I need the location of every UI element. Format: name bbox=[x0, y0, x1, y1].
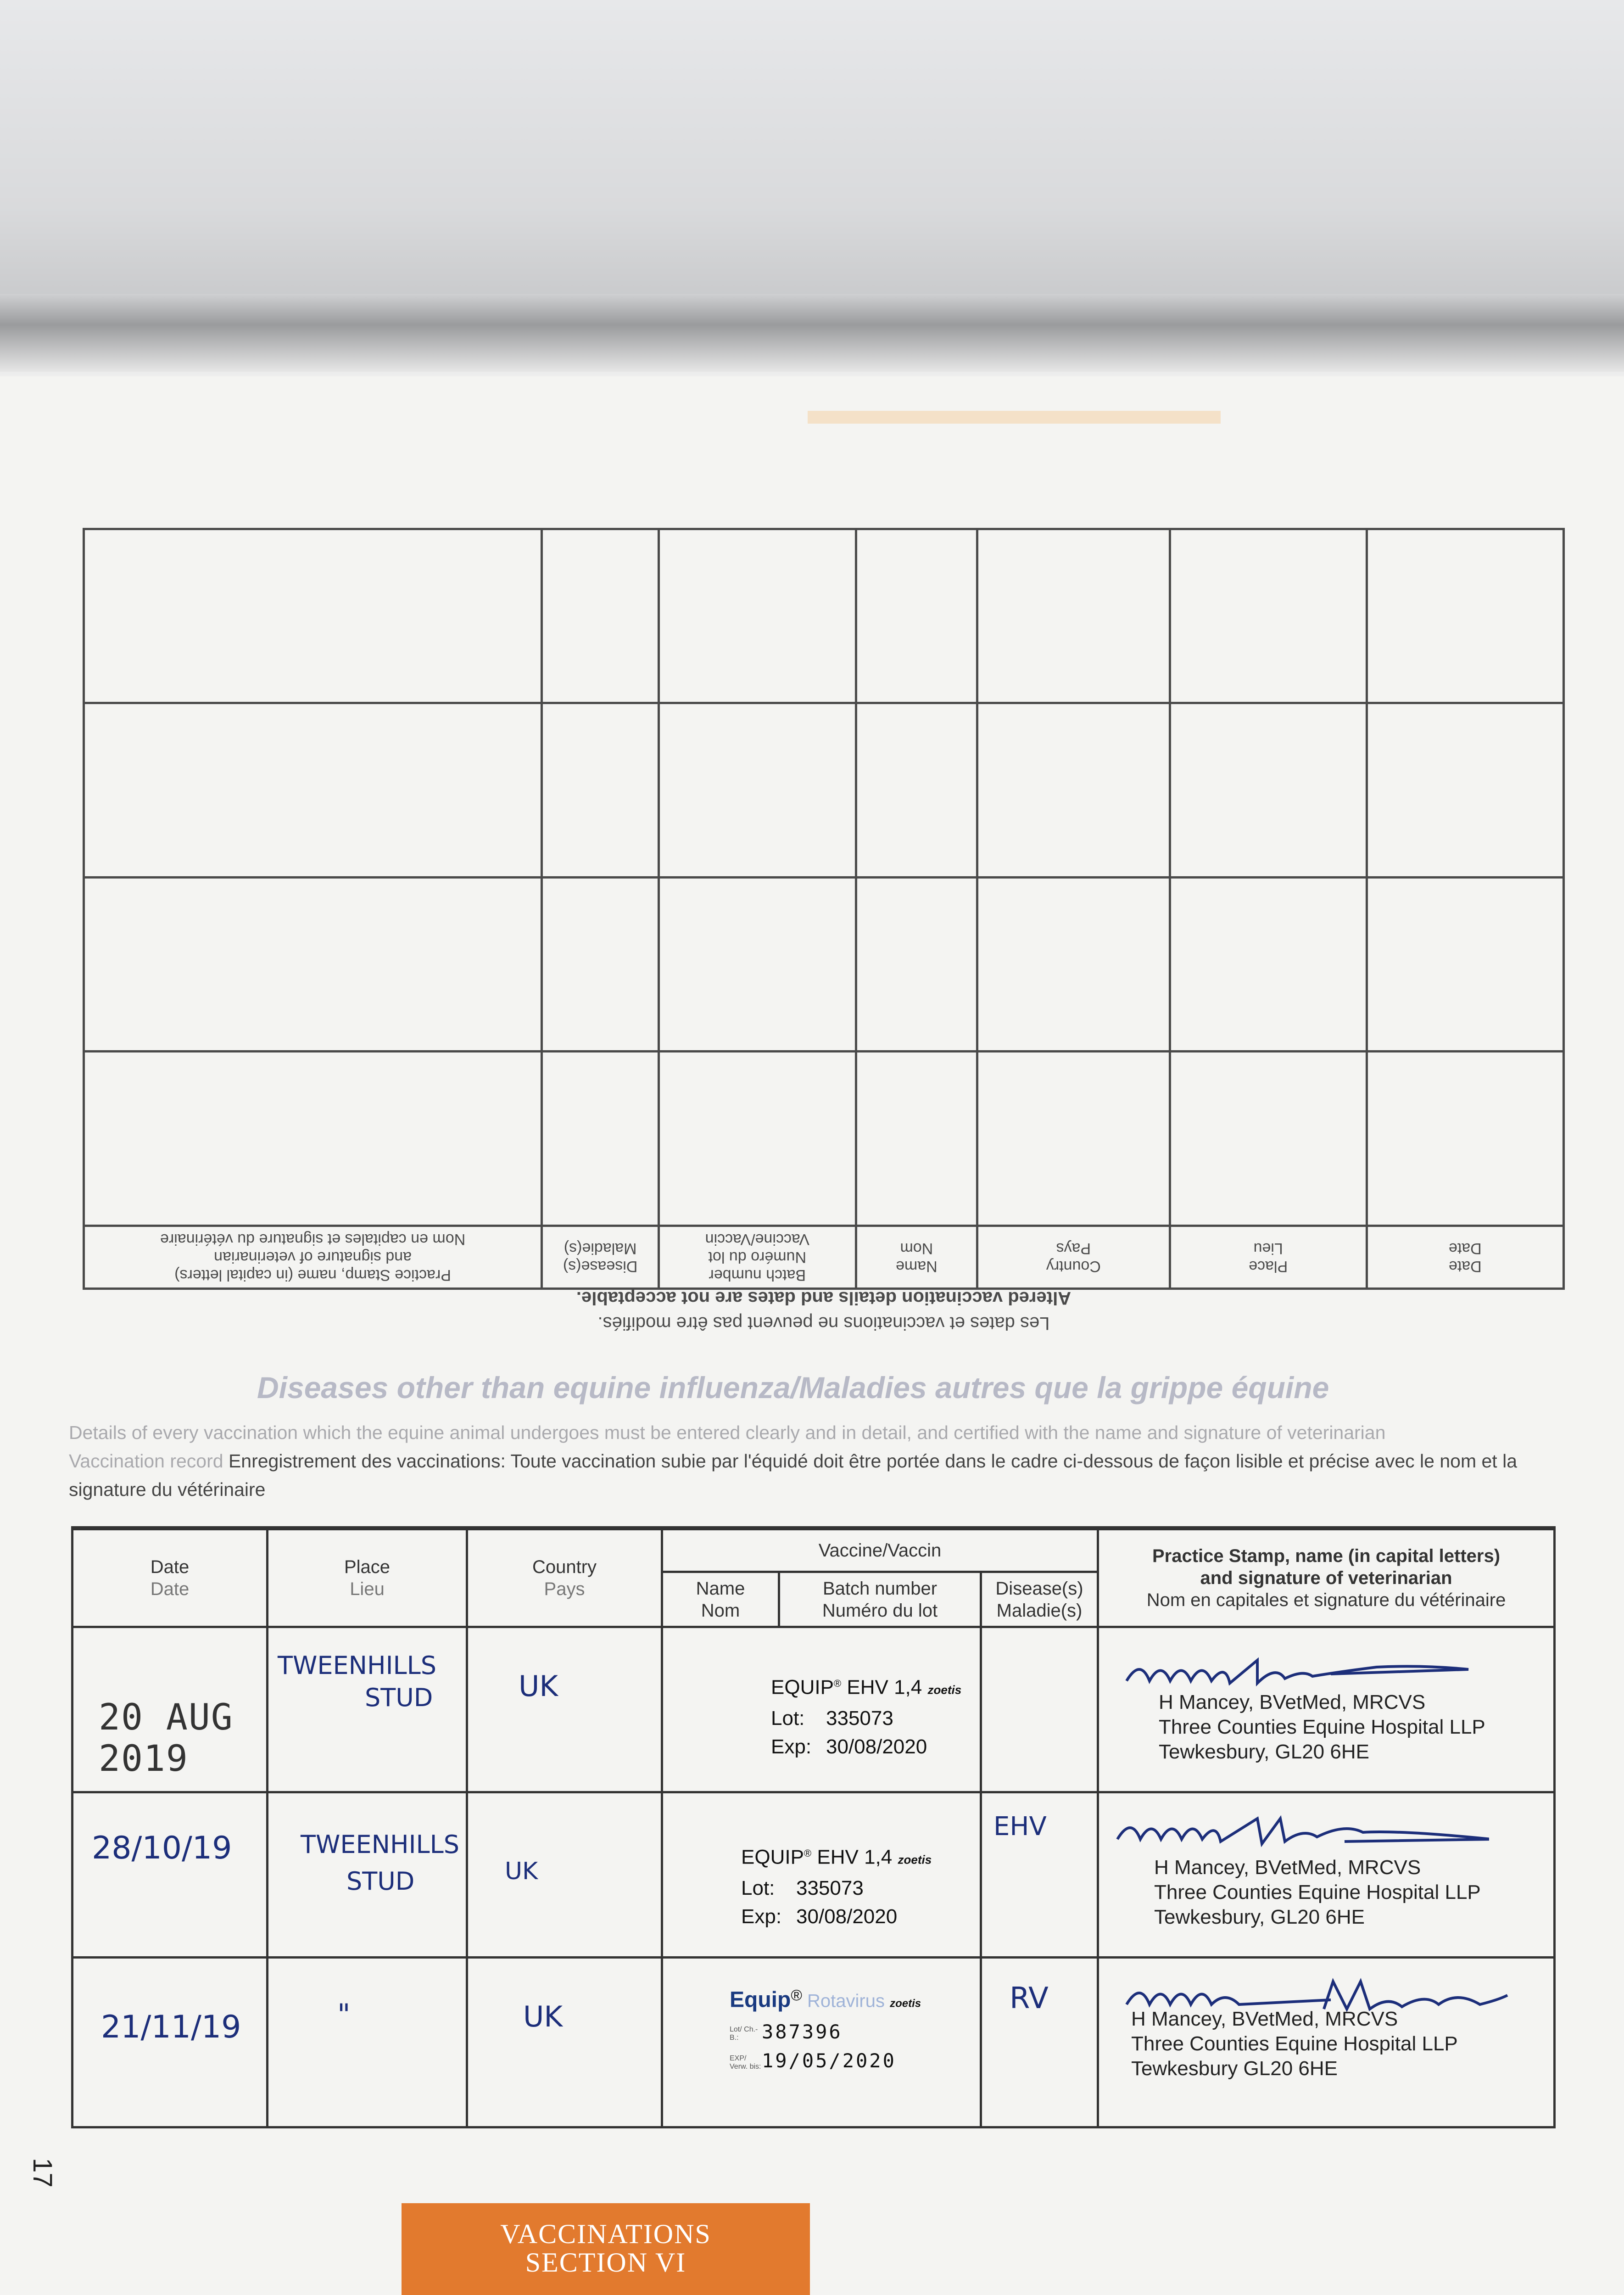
row3-exp: 19/05/2020 bbox=[762, 2049, 896, 2072]
row3-vet-stamp: H Mancey, BVetMed, MRCVS Three Counties Equine Hospital LLP Tewkesbury GL20 6HE bbox=[1131, 2008, 1458, 2080]
row1-date: 20 AUG 2019 bbox=[99, 1697, 234, 1780]
row1-date-cell bbox=[73, 1627, 268, 1792]
row2-lot: 335073 bbox=[796, 1876, 864, 1899]
vaccine-group-header: Vaccine/Vaccin bbox=[662, 1528, 1098, 1572]
intro-label: Vaccination record bbox=[69, 1450, 223, 1472]
row3-lot: 387396 bbox=[762, 2021, 843, 2043]
name-header: Name Nom bbox=[662, 1572, 779, 1627]
upside-disease-header: Disease(s) Maladie(s) bbox=[542, 1226, 659, 1289]
upside-vaccine-group: Vaccine/Vaccin bbox=[705, 1231, 810, 1248]
row2-vaccine-cell bbox=[662, 1792, 981, 1958]
row2-disease-cell bbox=[981, 1792, 1098, 1958]
row2-country: UK bbox=[505, 1858, 538, 1885]
row1-disease-cell bbox=[981, 1627, 1098, 1792]
page-number: 17 bbox=[27, 2158, 57, 2188]
row2-exp: 30/08/2020 bbox=[796, 1905, 898, 1928]
section-heading-fr: Maladies autres que la grippe équine bbox=[798, 1371, 1329, 1405]
row3-place-cell bbox=[268, 1958, 467, 2127]
batch-header: Batch number Numéro du lot bbox=[779, 1572, 981, 1627]
row2-country-cell bbox=[467, 1792, 662, 1958]
place-header: Place Lieu bbox=[268, 1528, 467, 1627]
date-header: Date Date bbox=[73, 1528, 268, 1627]
row2-vaccine-suffix: EHV 1,4 bbox=[817, 1846, 893, 1869]
row1-vaccine-cell bbox=[662, 1627, 981, 1792]
row3-vet-cell bbox=[1098, 1958, 1555, 2127]
row1-place-cell bbox=[268, 1627, 467, 1792]
vaccination-table bbox=[71, 1526, 1556, 2128]
row3-place: " bbox=[337, 1998, 351, 2031]
footer-line2: SECTION VI bbox=[525, 2247, 686, 2278]
row1-lot: 335073 bbox=[826, 1707, 893, 1730]
practice-stamp-header: Practice Stamp, name (in capital letters) and signature of veterinarian Nom en capitales et signature du vétérinaire bbox=[1098, 1528, 1555, 1627]
row3-maker: zoetis bbox=[890, 1997, 921, 2010]
upside-place-header: Place Lieu bbox=[1170, 1226, 1367, 1289]
row3-vaccine-name: Equip bbox=[730, 1987, 791, 2012]
row3-vaccine-label: Equip® Rotavirus zoetis Lot/ Ch.-B.: 387396 EXP/ Verw. bis:19/05/2020 bbox=[730, 1987, 921, 2072]
row3-vaccine-rotavirus: Rotavirus bbox=[807, 1991, 885, 2011]
upside-date-header: Date Date bbox=[1367, 1226, 1563, 1289]
row2-place-line1: TWEENHILLS bbox=[301, 1830, 459, 1859]
row1-vet-cell bbox=[1098, 1627, 1555, 1792]
row2-disease: EHV bbox=[993, 1812, 1047, 1842]
upside-note-en: Altered vaccination details and dates are not acceptable. bbox=[576, 1288, 1072, 1308]
row1-signature bbox=[1122, 1653, 1480, 1695]
row1-maker: zoetis bbox=[927, 1683, 962, 1697]
row3-date-cell bbox=[73, 1958, 268, 2127]
upside-table bbox=[83, 528, 1565, 1290]
header-row-1 bbox=[73, 1528, 1555, 1572]
row2-place-cell bbox=[268, 1792, 467, 1958]
row2-signature bbox=[1113, 1812, 1489, 1858]
row1-exp: 30/08/2020 bbox=[826, 1735, 927, 1758]
upside-name-header: Name Nom bbox=[856, 1226, 977, 1289]
upside-row bbox=[84, 703, 1564, 878]
upside-row bbox=[84, 878, 1564, 1052]
section-footer-tab bbox=[402, 2203, 810, 2295]
row1-place-line1: TWEENHILLS bbox=[278, 1651, 436, 1680]
row1-vet-stamp: H Mancey, BVetMed, MRCVS Three Counties Equine Hospital LLP Tewkesbury, GL20 6HE bbox=[1159, 1691, 1485, 1763]
row2-vaccine-name: EQUIP bbox=[741, 1846, 804, 1869]
upside-header-row bbox=[84, 1226, 1564, 1289]
row3-country: UK bbox=[523, 2000, 563, 2033]
row1-country-cell bbox=[467, 1627, 662, 1792]
intro-en: Details of every vaccination which the equine animal undergoes must be entered clearly and in detail, and certified with the name and signature of veterinarian bbox=[69, 1422, 1386, 1443]
row3-disease-cell bbox=[981, 1958, 1098, 2127]
page-fold bbox=[0, 294, 1624, 372]
upside-country-header: Country Pays bbox=[977, 1226, 1170, 1289]
row1-vaccine-label: EQUIP® EHV 1,4 zoetis Lot: 335073 Exp: 30/08/2020 bbox=[771, 1676, 962, 1758]
row1-country: UK bbox=[519, 1669, 558, 1703]
upside-down-vaccination-table bbox=[83, 528, 1565, 1333]
section-heading-en: Diseases other than equine influenza bbox=[257, 1371, 791, 1405]
upside-stamp-header: Practice Stamp, name (in capital letters) and signature of veterinarian Nom en capitales et signature du vétérinaire bbox=[84, 1226, 542, 1289]
section-heading: Diseases other than equine influenza/Maladies autres que la grippe équine bbox=[257, 1371, 1329, 1405]
row2-vet-stamp: H Mancey, BVetMed, MRCVS Three Counties Equine Hospital LLP Tewkesbury, GL20 6HE bbox=[1154, 1856, 1481, 1928]
row2-vet-cell bbox=[1098, 1792, 1555, 1958]
row1-place-line2: STUD bbox=[365, 1683, 433, 1712]
row3-vaccine-cell bbox=[662, 1958, 981, 2127]
row2-maker: zoetis bbox=[898, 1853, 932, 1867]
row1-vaccine-name: EQUIP bbox=[771, 1676, 834, 1699]
country-header: Country Pays bbox=[467, 1528, 662, 1627]
upside-row bbox=[84, 1052, 1564, 1226]
row2-vaccine-label: EQUIP® EHV 1,4 zoetis Lot: 335073 Exp: 30/08/2020 bbox=[741, 1846, 932, 1928]
disease-header: Disease(s) Maladie(s) bbox=[981, 1572, 1098, 1627]
row2-date: 28/10/19 bbox=[92, 1830, 232, 1866]
row2-place-line2: STUD bbox=[346, 1867, 415, 1896]
row2-date-cell bbox=[73, 1792, 268, 1958]
faint-orange-strip bbox=[808, 411, 1221, 424]
footer-line1: VACCINATIONS bbox=[500, 2219, 711, 2249]
upside-row bbox=[84, 529, 1564, 704]
intro-text bbox=[69, 1418, 1597, 1504]
table-row bbox=[73, 1627, 1555, 1792]
row3-date: 21/11/19 bbox=[101, 2009, 241, 2045]
intro-fr: Enregistrement des vaccinations: Toute vaccination subie par l'équidé doit être portée dans le cadre ci-dessous de façon lisible et précise avec le nom et la signature du vétérinaire bbox=[69, 1450, 1517, 1500]
row3-disease: RV bbox=[1010, 1982, 1049, 2015]
row1-vaccine-suffix: EHV 1,4 bbox=[847, 1676, 922, 1699]
table-row bbox=[73, 1958, 1555, 2127]
table-row bbox=[73, 1792, 1555, 1958]
row3-country-cell bbox=[467, 1958, 662, 2127]
upside-batch-header: Batch number Numéro du lot Vaccine/Vaccin bbox=[659, 1226, 856, 1289]
upside-note-fr: Les dates et vaccinations ne peuvent pas être modifiés. bbox=[597, 1313, 1050, 1333]
